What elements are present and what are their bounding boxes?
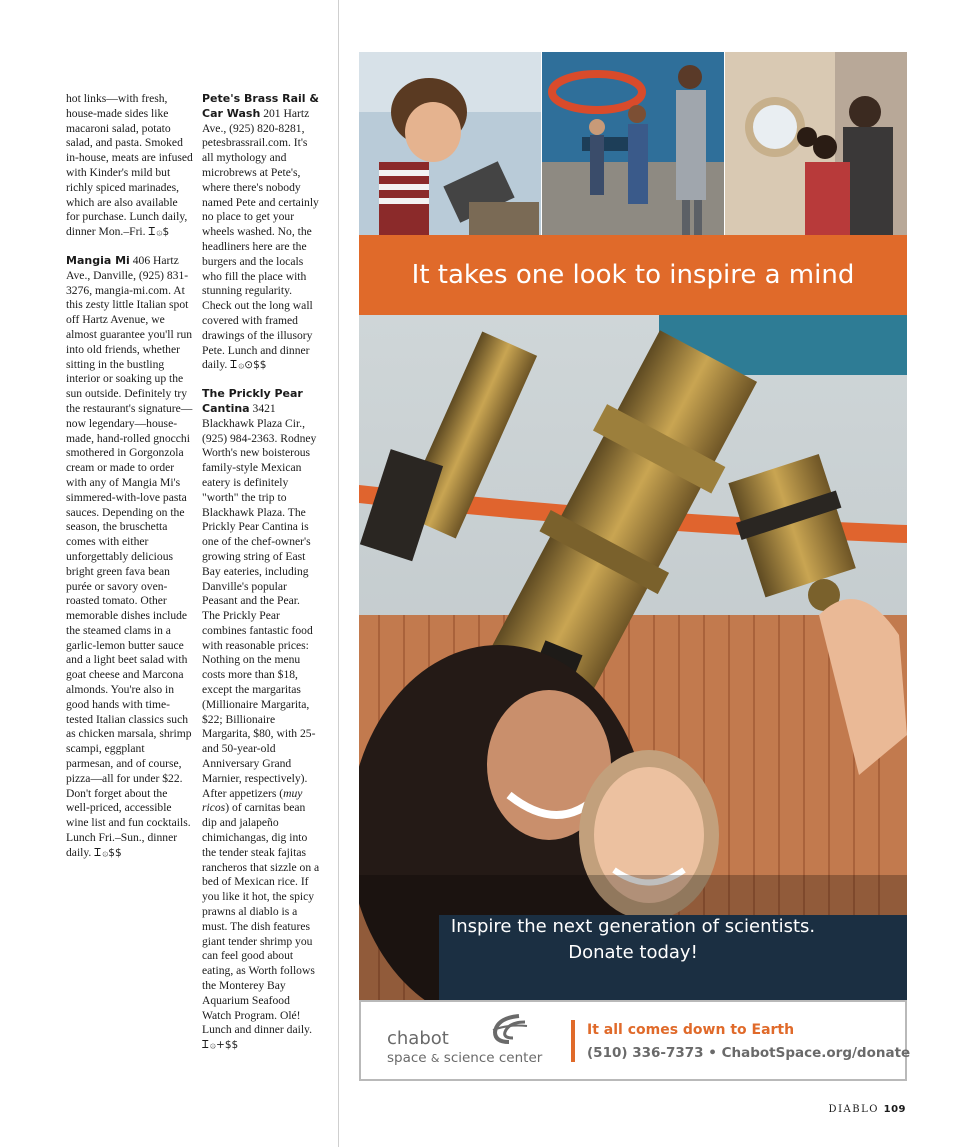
restaurant-name: Pete's Brass Rail & Car Wash xyxy=(202,92,319,120)
service-symbols: Ꮖ۞$$ xyxy=(94,846,122,859)
photo-exhibit-visitors xyxy=(542,52,724,235)
photo-boy-with-telescope xyxy=(359,52,541,235)
magazine-name: DIABLO xyxy=(828,1104,879,1115)
chabot-advertisement xyxy=(359,52,911,1081)
photo-telescope-scene xyxy=(359,315,907,1000)
paragraph-text: 406 Hartz Ave., Danville, (925) 831-3276, mangia-mi.com. At this zesty little Italian spot off Hartz Avenue, we almost guarantee you'll run into old friends, whether sitting in the bustling interior or soaking up the sun outside. Definitely try the restaurant's signature—now legendary—house-made, hand-rolled gnocchi smothered in Gorgonzola cream or made to order with any of Mangia Mi's simmered-with-love pasta sauces. Depending on the season, the bruschetta comes with either unforgettably delicious bright green fava bean purée or savory oven-roasted tomato. Other memorable dishes include the steamed clams in a garlic-lemon butter sauce and a light beet salad with goat cheese and Marcona almonds. You're also in good hands with time-tested Italian classics such as chicken marsala, shrimp scampi, eggplant parmesan, and of course, pizza—all for under $22. Don't forget about the well-priced, accessible wine list and fun cocktails. Lunch Fri.–Sun., dinner daily. xyxy=(66,253,193,859)
paragraph-text: hot links—with fresh, house-made sides like macaroni salad, potato salad, and pasta. Smoked in-house, meats are infused with Kinder's mild but richly spiced marinades, which are also available for purchase. Lunch daily, dinner Mon.–Fri. xyxy=(66,92,193,239)
inspire-line-1: Inspire the next generation of scientists. xyxy=(450,916,816,937)
paragraph-text: 3421 Blackhawk Plaza Cir., (925) 984-2363. Rodney Worth's new boisterous family-style Mexican eatery is definitely "worth" the trip to Blackhawk Plaza. The Prickly Pear Cantina is one of the chef-owner's growing string of East Bay eateries, including Danville's popular Peasant and the Pear. The Prickly Pear combines fantastic food with reasonable prices: Nothing on the menu costs more than $18, except the margaritas (Millionaire Margarita, $22; Billionaire Margarita, $80, with 25- and 50-year-old Anniversary Grand Marnier, respectively). After appetizers ( xyxy=(202,401,317,800)
service-symbols: Ꮖ۞$ xyxy=(148,226,170,239)
ad-footer xyxy=(359,1000,911,1081)
logo-sub-ampersand: & xyxy=(430,1052,440,1065)
chabot-logo-wordmark: chabot xyxy=(387,1028,449,1049)
inspire-message xyxy=(359,914,907,966)
photo-family-porthole xyxy=(725,52,907,235)
restaurant-name: The Prickly Pear Cantina xyxy=(202,387,303,415)
paragraph-kinders xyxy=(66,92,194,240)
paragraph-petes-brass-rail xyxy=(202,92,320,373)
article-column-1 xyxy=(66,92,194,875)
ad-contact-info: (510) 336-7373 • ChabotSpace.org/donate xyxy=(587,1045,911,1061)
inspire-line-2: Donate today! xyxy=(568,942,698,963)
service-symbols: Ꮖ۞⊙$$ xyxy=(230,359,267,372)
page-gutter-line xyxy=(338,0,339,1147)
logo-sub-space: space xyxy=(387,1050,427,1066)
article-column-2 xyxy=(202,92,320,1067)
headline-banner xyxy=(359,235,907,315)
paragraph-text: ) of carnitas bean dip and jalapeño chimichangas, dig into the tender steak fajitas rancheros that sizzle on a bed of Mexican rice. If you like it hot, the spicy prawns al diablo is a must. The dish features giant tender shrimp you can feel good about eating, as Worth follows the Monterey Bay Aquarium Seafood Watch Program. Olé! Lunch and dinner daily. xyxy=(202,801,320,1037)
italic-phrase: muy ricos xyxy=(202,786,303,815)
page-number: 109 xyxy=(883,1104,906,1115)
chabot-logo-subtitle xyxy=(387,1050,542,1066)
paragraph-text: 201 Hartz Ave., (925) 820-8281, petesbrassrail.com. It's all mythology and microbrews at Pete's, where there's nobody named Pete and certainly no place to get your wheels washed. No, the headliners here are the burgers and the locals who fill the place with stunning regularity. Check out the long wall covered with framed drawings of the illusory Pete. Lunch and dinner daily. xyxy=(202,106,319,372)
paragraph-mangia-mi xyxy=(66,254,194,861)
restaurant-name: Mangia Mi xyxy=(66,253,130,267)
ad-headline: It takes one look to inspire a mind xyxy=(411,260,855,290)
paragraph-prickly-pear xyxy=(202,387,320,1053)
ad-tagline: It all comes down to Earth xyxy=(587,1022,795,1038)
footer-divider xyxy=(571,1020,575,1062)
service-symbols: Ꮖ۞+$$ xyxy=(202,1039,239,1052)
photo-strip xyxy=(359,52,907,235)
page-folio xyxy=(829,1104,906,1115)
chabot-orbit-icon xyxy=(489,1012,529,1046)
logo-sub-science-center: science center xyxy=(443,1050,543,1066)
